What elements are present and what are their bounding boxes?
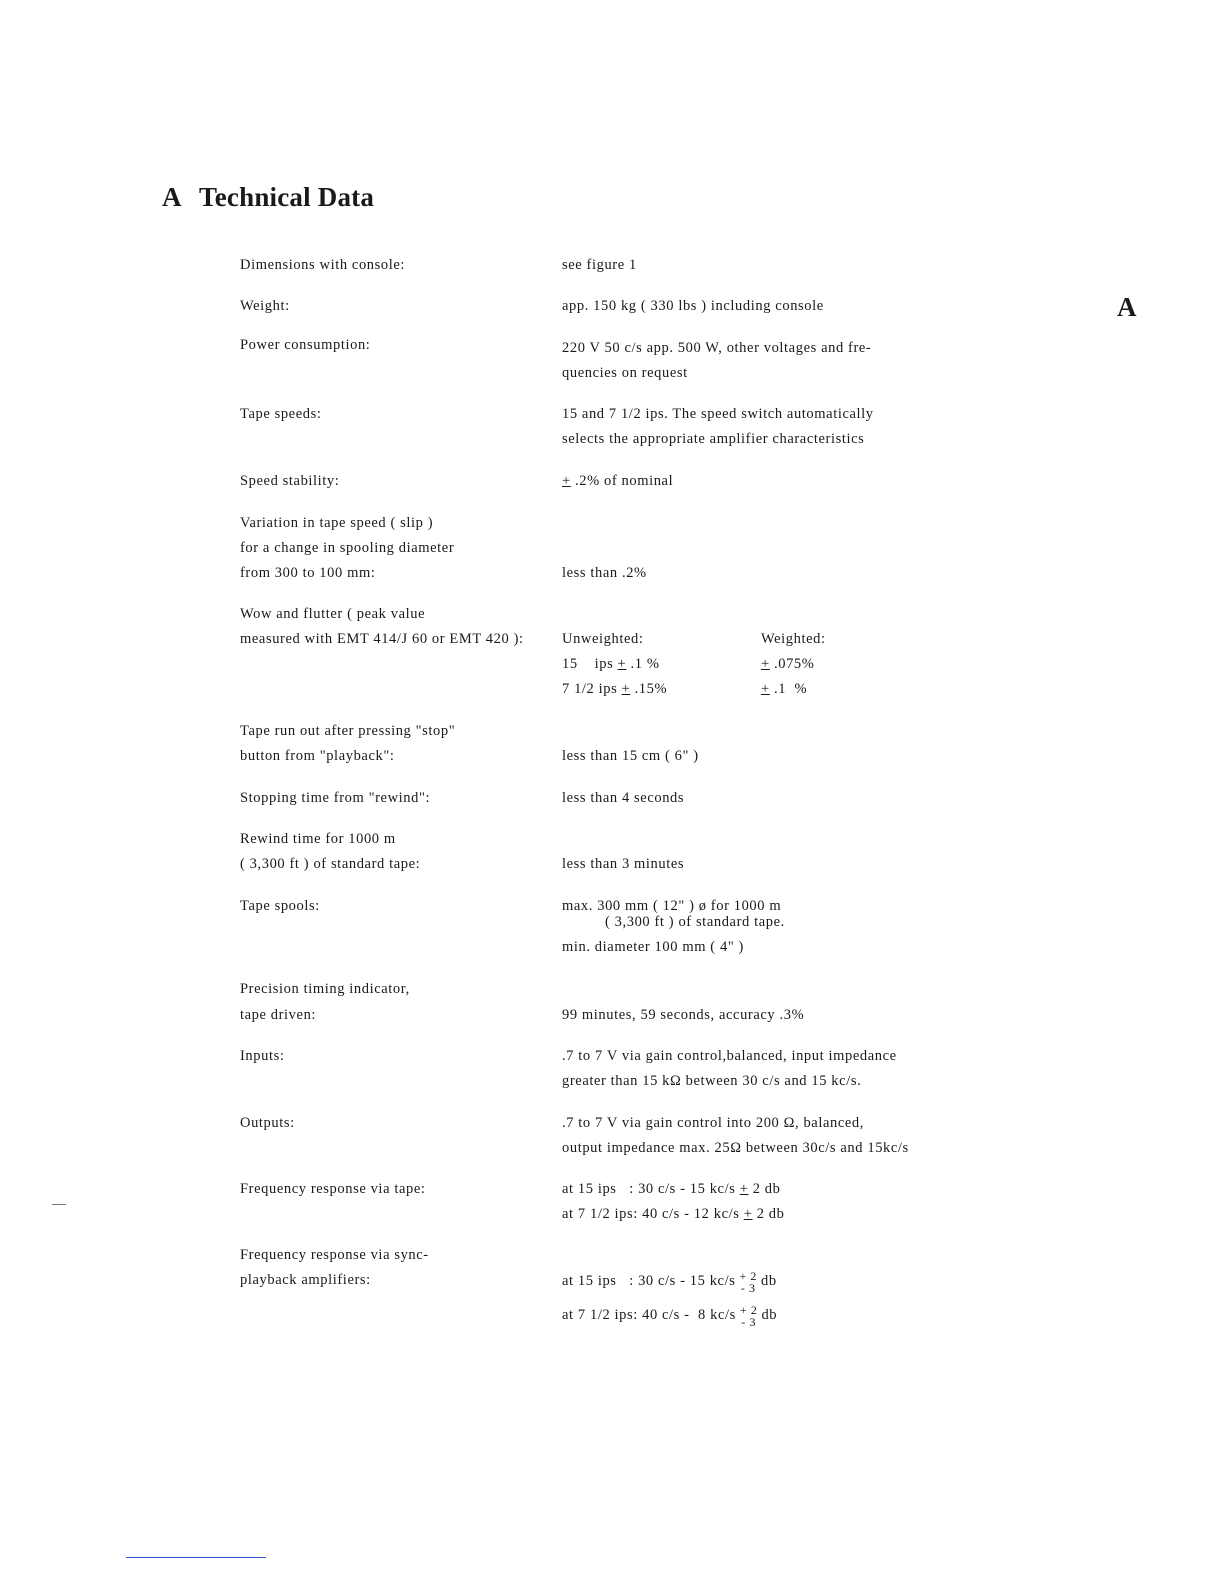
spec-value-line: 220 V 50 c/s app. 500 W, other voltages and fre- bbox=[562, 340, 872, 356]
spec-label: Frequency response via tape: bbox=[240, 1181, 426, 1197]
spec-value-line: greater than 15 kΩ between 30 c/s and 15 kc/s. bbox=[562, 1073, 862, 1089]
freq-sync-row-7-5ips: at 7 1/2 ips: 40 c/s - 8 kc/s + 2 - 3 db bbox=[562, 1302, 778, 1329]
spec-value-line: quencies on request bbox=[562, 365, 688, 381]
plus-minus-symbol: + bbox=[761, 681, 770, 697]
plus-minus-symbol: + bbox=[617, 656, 627, 672]
spec-value-line: .7 to 7 V via gain control,balanced, input impedance bbox=[562, 1048, 897, 1064]
freq-tape-row-7-5ips: at 7 1/2 ips: 40 c/s - 12 kc/s + 2 db bbox=[562, 1206, 785, 1222]
spec-value: app. 150 kg ( 330 lbs ) including console bbox=[562, 298, 824, 314]
unweighted-header: Unweighted: bbox=[562, 631, 644, 647]
spec-value-line: output impedance max. 25Ω between 30c/s and 15kc/s bbox=[562, 1140, 909, 1156]
freq-tape-row-15ips: at 15 ips : 30 c/s - 15 kc/s + 2 db bbox=[562, 1181, 781, 1197]
spec-label-line: Wow and flutter ( peak value bbox=[240, 606, 426, 622]
spec-value-line: max. 300 mm ( 12" ) ø for 1000 m bbox=[562, 898, 782, 914]
spec-label-line: Frequency response via sync- bbox=[240, 1247, 429, 1263]
wow-row-15ips: 15 ips + .1 % + .075% bbox=[562, 656, 815, 672]
spec-label: Tape spools: bbox=[240, 898, 320, 914]
plus-minus-symbol: + bbox=[739, 1181, 749, 1197]
tolerance-fraction: + 2 - 3 bbox=[739, 1302, 758, 1329]
spec-value-line: selects the appropriate amplifier characteristics bbox=[562, 431, 865, 447]
tolerance-fraction: + 2 - 3 bbox=[739, 1268, 758, 1295]
spec-value: less than 15 cm ( 6" ) bbox=[562, 748, 699, 764]
spec-value-line: 15 and 7 1/2 ips. The speed switch automatically bbox=[562, 406, 874, 422]
spec-label-line: Precision timing indicator, bbox=[240, 981, 410, 997]
bottom-rule bbox=[126, 1557, 266, 1558]
spec-value-line: .7 to 7 V via gain control into 200 Ω, balanced, bbox=[562, 1115, 865, 1131]
section-title: Technical Data bbox=[199, 182, 375, 212]
page-title bbox=[162, 182, 374, 213]
spec-value: 99 minutes, 59 seconds, accuracy .3% bbox=[562, 1007, 805, 1023]
spec-label: Tape speeds: bbox=[240, 406, 322, 422]
spec-label-line: Tape run out after pressing "stop" bbox=[240, 723, 456, 739]
spec-label-line: playback amplifiers: bbox=[240, 1272, 371, 1288]
spec-label: Outputs: bbox=[240, 1115, 295, 1131]
spec-label: Power consumption: bbox=[240, 337, 371, 353]
spec-label: Inputs: bbox=[240, 1048, 285, 1064]
spec-label-line: Rewind time for 1000 m bbox=[240, 831, 396, 847]
spec-label-line: button from "playback": bbox=[240, 748, 395, 764]
plus-minus-symbol: + bbox=[761, 656, 770, 672]
spec-value: less than .2% bbox=[562, 565, 647, 581]
section-side-marker: A bbox=[1117, 292, 1137, 322]
spec-label: Stopping time from "rewind": bbox=[240, 790, 431, 806]
weighted-header: Weighted: bbox=[761, 631, 826, 647]
spec-value: + .2% of nominal bbox=[562, 473, 674, 489]
spec-value-line: min. diameter 100 mm ( 4" ) bbox=[562, 939, 744, 955]
spec-label-line: tape driven: bbox=[240, 1007, 317, 1023]
spec-value: less than 3 minutes bbox=[562, 856, 685, 872]
plus-minus-symbol: + bbox=[621, 681, 631, 697]
spec-value-line: ( 3,300 ft ) of standard tape. bbox=[605, 914, 785, 930]
spec-label: Speed stability: bbox=[240, 473, 340, 489]
spec-value: see figure 1 bbox=[562, 257, 637, 273]
scan-margin-mark bbox=[52, 1204, 66, 1205]
spec-label: Weight: bbox=[240, 298, 290, 314]
wow-row-7-5ips: 7 1/2 ips + .15% + .1 % bbox=[562, 681, 808, 697]
section-letter: A bbox=[162, 182, 182, 212]
plus-minus-symbol: + bbox=[743, 1206, 753, 1222]
plus-minus-symbol: + bbox=[562, 473, 571, 489]
spec-value: less than 4 seconds bbox=[562, 790, 685, 806]
spec-label: Dimensions with console: bbox=[240, 257, 406, 273]
spec-label-line: for a change in spooling diameter bbox=[240, 540, 455, 556]
spec-label-line: Variation in tape speed ( slip ) bbox=[240, 515, 434, 531]
spec-label-line: ( 3,300 ft ) of standard tape: bbox=[240, 856, 421, 872]
wow-header-row bbox=[562, 627, 1002, 652]
spec-label-line: measured with EMT 414/J 60 or EMT 420 ): bbox=[240, 631, 524, 647]
freq-sync-row-15ips: at 15 ips : 30 c/s - 15 kc/s + 2 - 3 db bbox=[562, 1268, 777, 1295]
spec-label-line: from 300 to 100 mm: bbox=[240, 565, 376, 581]
